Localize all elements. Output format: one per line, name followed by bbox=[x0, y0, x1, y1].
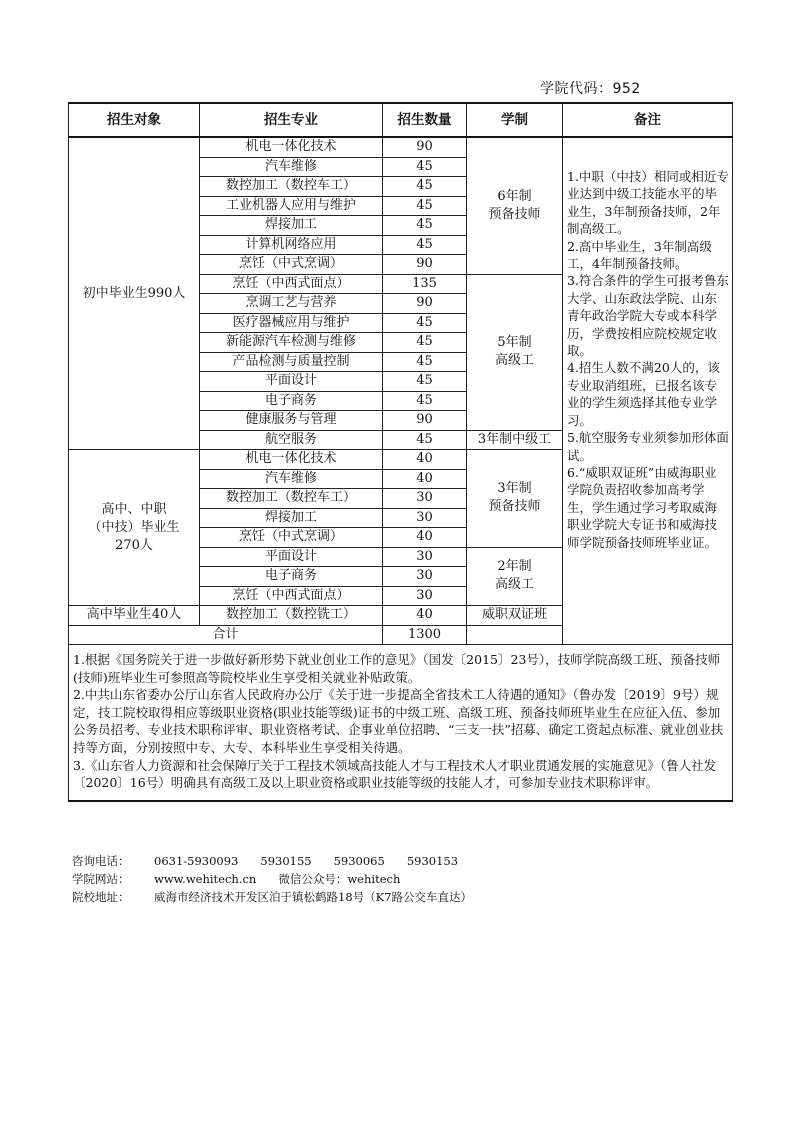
count-cell: 90 bbox=[383, 255, 467, 275]
major-cell: 平面设计 bbox=[200, 372, 383, 392]
major-cell: 烹饪（中西式面点） bbox=[200, 586, 383, 606]
major-cell: 烹调工艺与营养 bbox=[200, 294, 383, 314]
target-group: 高中毕业生40人 bbox=[69, 606, 200, 626]
count-cell: 45 bbox=[383, 235, 467, 255]
count-cell: 45 bbox=[383, 430, 467, 450]
major-cell: 新能源汽车检测与维修 bbox=[200, 333, 383, 353]
target-group bbox=[69, 450, 200, 606]
major-cell: 产品检测与质量控制 bbox=[200, 352, 383, 372]
phone-row bbox=[72, 852, 472, 870]
header-major: 招生专业 bbox=[200, 103, 383, 137]
count-cell: 40 bbox=[383, 469, 467, 489]
school-code: 学院代码：952 bbox=[540, 81, 641, 97]
major-cell: 烹饪（中式烹调） bbox=[200, 528, 383, 548]
major-cell: 平面设计 bbox=[200, 547, 383, 567]
count-cell: 45 bbox=[383, 216, 467, 236]
remark-item: 6.“威职双证班”由威海职业学院负责招收参加高考学生，学生通过学习考取威海职业学院大专证书和威海技师学院预备技师班毕业证。 bbox=[567, 464, 718, 550]
phone-number: 5930065 bbox=[333, 854, 385, 868]
major-cell: 工业机器人应用与维护 bbox=[200, 196, 383, 216]
enrollment-table bbox=[68, 102, 733, 802]
count-cell: 45 bbox=[383, 177, 467, 197]
count-cell: 90 bbox=[383, 294, 467, 314]
duration-cell bbox=[467, 450, 563, 548]
duration-cell: 3年制中级工 bbox=[467, 430, 563, 450]
website-link[interactable]: www.wehitech.cn bbox=[154, 872, 257, 886]
remark-item: 1.中职（中技）相同或相近专业达到中级工技能水平的毕业生，3年制预备技师，2年制高级工。 bbox=[567, 169, 729, 237]
duration-line: 高级工 bbox=[494, 353, 534, 368]
duration-cell bbox=[467, 137, 563, 274]
web-row bbox=[72, 870, 472, 888]
remarks-cell bbox=[563, 137, 733, 645]
total-empty bbox=[467, 625, 733, 645]
count-cell: 30 bbox=[383, 508, 467, 528]
major-cell: 电子商务 bbox=[200, 391, 383, 411]
target-line: 高中、中职 bbox=[101, 501, 167, 517]
duration-line: 2年制 bbox=[497, 559, 532, 575]
wechat-label: 微信公众号： bbox=[278, 872, 348, 886]
count-cell: 45 bbox=[383, 372, 467, 392]
major-cell: 烹饪（中西式面点） bbox=[200, 274, 383, 294]
table-header-row bbox=[69, 103, 733, 137]
count-cell: 40 bbox=[383, 528, 467, 548]
major-cell: 数控加工（数控铣工） bbox=[200, 606, 383, 626]
count-cell: 90 bbox=[383, 411, 467, 431]
count-cell: 90 bbox=[383, 137, 467, 157]
major-cell: 电子商务 bbox=[200, 567, 383, 587]
major-cell: 汽车维修 bbox=[200, 469, 383, 489]
major-cell: 汽车维修 bbox=[200, 157, 383, 177]
wechat-account: wehitech bbox=[347, 872, 401, 886]
header-duration: 学制 bbox=[467, 103, 563, 137]
major-cell: 焊接加工 bbox=[200, 508, 383, 528]
phone-number: 5930155 bbox=[260, 854, 312, 868]
major-cell: 航空服务 bbox=[200, 430, 383, 450]
major-cell: 焊接加工 bbox=[200, 216, 383, 236]
count-cell: 45 bbox=[383, 196, 467, 216]
remark-item: 2.高中毕业生，3年制高级工，4年制预备技师。 bbox=[567, 238, 712, 272]
count-cell: 45 bbox=[383, 157, 467, 177]
header-count: 招生数量 bbox=[383, 103, 467, 137]
note-item: 1.根据《国务院关于进一步做好新形势下就业创业工作的意见》（国发〔2015〕23号），技师学院高级工班、预备技师(技师)班毕业生可参照高等院校毕业生享受相关就业补贴政策。 bbox=[73, 652, 721, 685]
target-line: （中技）毕业生 bbox=[88, 519, 180, 535]
major-cell: 机电一体化技术 bbox=[200, 137, 383, 157]
duration-line: 预备技师 bbox=[488, 499, 541, 515]
count-cell: 30 bbox=[383, 586, 467, 606]
count-cell: 135 bbox=[383, 274, 467, 294]
duration-line: 6年制 bbox=[497, 188, 532, 204]
count-cell: 45 bbox=[383, 333, 467, 353]
header-remarks: 备注 bbox=[563, 103, 733, 137]
total-label: 合计 bbox=[69, 625, 383, 645]
major-cell: 健康服务与管理 bbox=[200, 411, 383, 431]
count-cell: 30 bbox=[383, 547, 467, 567]
count-cell: 45 bbox=[383, 391, 467, 411]
duration-cell: 威职双证班 bbox=[467, 606, 563, 626]
address-text: 威海市经济技术开发区泊于镇松鹤路18号（K7路公交车直达） bbox=[154, 890, 473, 904]
remark-item: 3.符合条件的学生可报考鲁东大学、山东政法学院、山东青年政治学院大专或本科学历，学费按相应院校规定收取。 bbox=[567, 273, 729, 359]
duration-line: 3年制 bbox=[497, 481, 532, 497]
header-target: 招生对象 bbox=[69, 103, 200, 137]
remark-item: 4.招生人数不满20人的，该专业取消组班，已报名该专业的学生须选择其他专业学习。 bbox=[567, 360, 720, 428]
major-cell: 机电一体化技术 bbox=[200, 450, 383, 470]
note-item: 3.《山东省人力资源和社会保障厅关于工程技术领域高技能人才与工程技术人才职业贯通发展的实施意见》（鲁人社发〔2020〕16号）明确具有高级工及以上职业资格或职业技能等级的技能人才，可参加专业技术职称评审。 bbox=[73, 757, 717, 791]
phone-number: 0631-5930093 bbox=[154, 854, 239, 868]
contact-info bbox=[72, 852, 472, 906]
count-cell: 40 bbox=[383, 606, 467, 626]
target-line: 270人 bbox=[115, 537, 153, 553]
duration-cell bbox=[467, 274, 563, 430]
count-cell: 45 bbox=[383, 352, 467, 372]
major-cell: 数控加工（数控车工） bbox=[200, 489, 383, 509]
duration-line: 5年制 bbox=[497, 335, 532, 350]
address-row bbox=[72, 888, 472, 906]
count-cell: 30 bbox=[383, 567, 467, 587]
remark-item: 5.航空服务专业须参加形体面试。 bbox=[567, 430, 729, 463]
phone-number: 5930153 bbox=[406, 854, 459, 868]
major-cell: 数控加工（数控车工） bbox=[200, 177, 383, 197]
address-label: 院校地址： bbox=[72, 890, 130, 904]
count-cell: 45 bbox=[383, 313, 467, 333]
count-cell: 30 bbox=[383, 489, 467, 509]
count-cell: 40 bbox=[383, 450, 467, 470]
total-value: 1300 bbox=[383, 625, 467, 645]
total-row bbox=[69, 625, 733, 645]
duration-line: 高级工 bbox=[494, 577, 534, 593]
duration-cell bbox=[467, 547, 563, 606]
target-group: 初中毕业生990人 bbox=[69, 137, 200, 450]
table-row bbox=[69, 137, 733, 157]
policy-notes bbox=[69, 645, 733, 801]
website-label: 学院网站： bbox=[72, 872, 130, 886]
major-cell: 烹饪（中式烹调） bbox=[200, 255, 383, 275]
notes-row bbox=[69, 645, 733, 801]
major-cell: 计算机网络应用 bbox=[200, 235, 383, 255]
phone-label: 咨询电话： bbox=[72, 854, 130, 868]
note-item: 2.中共山东省委办公厅山东省人民政府办公厅《关于进一步提高全省技术工人待遇的通知》（鲁办发〔2019〕9号）规定，技工院校取得相应等级职业资格(职业技能等级)证书的中级工班、高级工班、预备技师班毕业生在应征入伍、参加公务员招考、专业技术职称评审、职业资格考试、企事业单位招聘、“三支一扶”招募、确定工资起点标准、就业创业扶持等方面，分别按照中专、大专、本科毕业生享受相关待遇。 bbox=[73, 687, 724, 755]
duration-line: 预备技师 bbox=[488, 206, 541, 222]
major-cell: 医疗器械应用与维护 bbox=[200, 313, 383, 333]
